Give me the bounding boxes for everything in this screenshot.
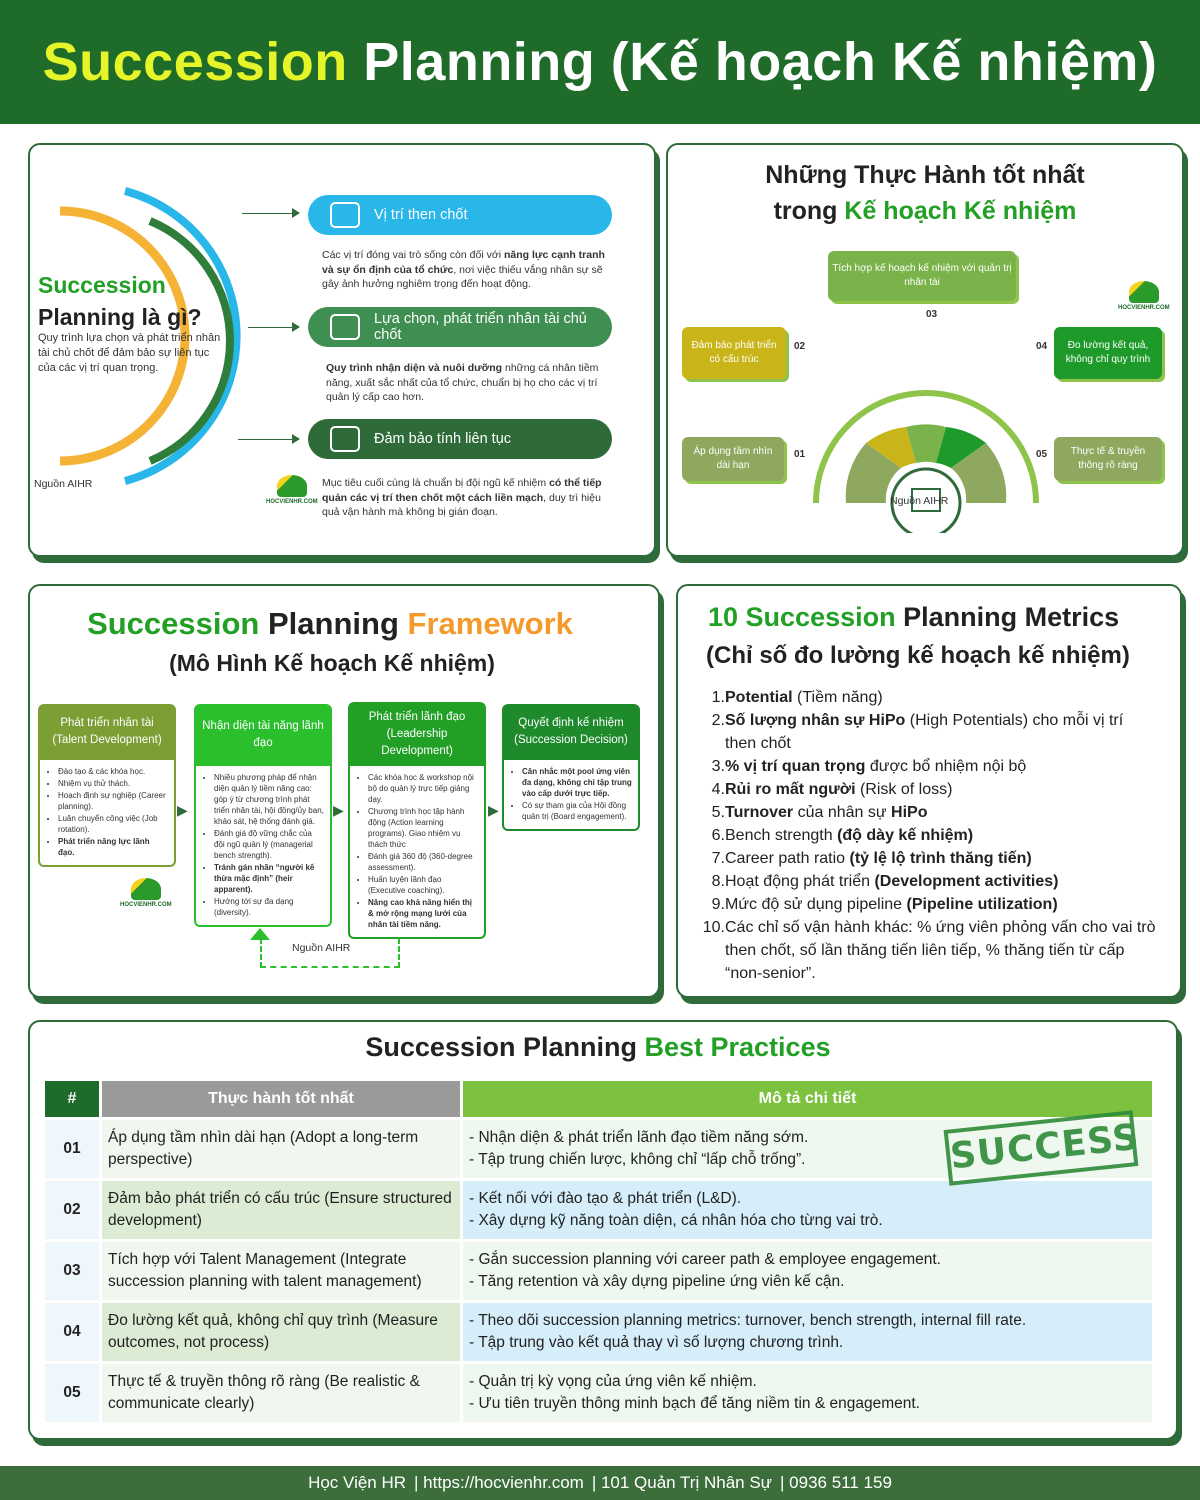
metric-item: 3. % vị trí quan trọng được bổ nhiệm nội bộ: [711, 758, 1027, 775]
column-header: Thực hành tốt nhất: [102, 1081, 460, 1117]
stage-succession-decision: Quyết định kế nhiệm (Succession Decision) • Cân nhắc một pool ứng viên đa dạng, không chỉ tập trung vào cấp dưới trực tiếp. • Có sự tham gia của Hội đồng quản trị (Board engagement).: [502, 704, 640, 831]
loop-arrow-icon: [250, 928, 270, 940]
what-is-heading: Succession Planning là gì?: [38, 272, 202, 330]
metric-item: 8. Hoạt động phát triển (Development activities): [711, 873, 1059, 890]
connector-arrow: [248, 327, 298, 328]
table-row: 03 Tích hợp với Talent Management (Integrate succession planning with talent management) - Gắn succession planning với career path & employee engagement. - Tăng retention và xây dựng pipeline ứng viên kế cận.: [45, 1242, 1152, 1300]
item-continuity: Đảm bảo tính liên tục: [308, 419, 612, 459]
panel-framework: [28, 584, 660, 998]
metric-item: 9. Mức độ sử dụng pipeline (Pipeline utilization): [711, 896, 1058, 913]
page-title: Succession Planning (Kế hoạch Kế nhiệm): [42, 32, 1158, 92]
practice-03: Tích hợp kế hoạch kế nhiệm với quản trị nhân tài: [828, 251, 1016, 301]
metric-item: 7. Career path ratio (tỷ lệ lộ trình thăng tiến): [711, 850, 1032, 867]
stage-arrow: ▶: [177, 802, 188, 818]
what-is-intro: Quy trình lựa chọn và phát triển nhân tài chủ chốt để đảm bảo sự liên tục của các vị trí quan trọng.: [38, 332, 221, 374]
metric-item: 2. Số lượng nhân sự HiPo (High Potentials) cho mỗi vị trí then chốt: [711, 712, 1124, 752]
practice-01: Áp dụng tầm nhìn dài hạn: [682, 437, 784, 481]
stage-arrow: ▶: [488, 802, 499, 818]
stage-identify-talent: Nhận diện tài năng lãnh đạo • Nhiều phương pháp để nhận diện quản lý tiềm năng cao: góp ý từ chương trình phát triển nhân tài, hội đồng/ủy ban, khảo sát, hệ thống đánh giá. • Đánh giá độ vững chắc của đội ngũ quản lý (managerial bench strength). • Tránh gán nhãn “người kế thừa mặc định” (heir apparent). • Hướng tới sự đa dạng (diversity).: [194, 704, 332, 927]
stage-talent-development: Phát triển nhân tài (Talent Development) • Đào tạo & các khóa học. • Nhiệm vụ thử thách. • Hoạch định sự nghiệp (Career planning). • Luân chuyển công việc (Job rotation). • Phát triển năng lực lãnh đạo.: [38, 704, 176, 867]
page-header: [0, 0, 1200, 124]
talent-growth-icon: [330, 314, 360, 340]
source-label: Nguồn AIHR: [34, 478, 93, 490]
stage-arrow: ▶: [333, 802, 344, 818]
logo-icon: [131, 878, 161, 900]
metric-item: 5. Turnover của nhân sự HiPo: [711, 804, 928, 821]
hocvienhr-logo: HOCVIENHR.COM: [266, 475, 318, 505]
item-select-develop: Lựa chọn, phát triển nhân tài chủ chốt: [308, 307, 612, 347]
website-link[interactable]: | https://hocvienhr.com: [414, 1473, 584, 1492]
table-row: 01 Áp dụng tầm nhìn dài hạn (Adopt a long-term perspective) - Nhận diện & phát triển lãnh đạo tiềm năng sớm. - Tập trung chiến lược, không chỉ “lấp chỗ trống”.: [45, 1120, 1152, 1178]
framework-title: Succession Planning Framework: [87, 606, 573, 641]
stage-leadership-development: Phát triển lãnh đạo (Leadership Development) • Các khóa học & workshop nội bộ do quản lý trực tiếp giảng dạy. • Chương trình học tập hành động (Action learning programs). Giao nhiệm vụ thách thức • Đánh giá 360 độ (360-degree assessment). • Huấn luyện lãnh đạo (Executive coaching). • Nâng cao khả năng hiển thị & mở rộng mạng lưới của nhân tài tiềm năng.: [348, 702, 486, 939]
item-key-positions: Vị trí then chốt: [308, 195, 612, 235]
team-chart-icon: [330, 426, 360, 452]
table-title: Succession Planning Best Practices: [365, 1032, 831, 1062]
page-footer: Học Viện HR | https://hocvienhr.com | 101 Quản Trị Nhân Sự | 0936 511 159: [0, 1466, 1200, 1500]
phone-number[interactable]: | 0936 511 159: [780, 1473, 892, 1492]
source-label: Nguồn AIHR: [292, 942, 351, 954]
practice-02: Đảm bảo phát triển có cấu trúc: [682, 327, 786, 379]
panel-what-is: [28, 143, 656, 557]
item-select-develop-desc: Quy trình nhận diện và nuôi dưỡng những cá nhân tiềm năng, xuất sắc nhất của tổ chức, chuẩn bị họ cho các vị trí quản lý cấp cao hơn.: [326, 362, 599, 403]
hocvienhr-logo: HOCVIENHR.COM: [120, 878, 172, 908]
logo-icon: [1129, 281, 1159, 303]
gear-settings-icon: [330, 202, 360, 228]
practice-05: Thực tế & truyền thông rõ ràng: [1054, 437, 1162, 481]
practice-04: Đo lường kết quả, không chỉ quy trình: [1054, 327, 1162, 379]
metrics-subtitle: (Chỉ số đo lường kế hoạch kế nhiệm): [706, 642, 1130, 669]
source-label: Nguồn AIHR: [890, 495, 949, 507]
wheel-title: Những Thực Hành tốt nhất trong Kế hoạch Kế nhiệm: [765, 161, 1085, 225]
table-row: 04 Đo lường kết quả, không chỉ quy trình (Measure outcomes, not process) - Theo dõi succession planning metrics: turnover, bench strength, internal fill rate. - Tập trung vào kết quả thay vì số lượng chương trình.: [45, 1303, 1152, 1361]
logo-icon: [277, 475, 307, 497]
metric-item: 6. Bench strength (độ dày kế nhiệm): [711, 827, 974, 844]
column-header: #: [45, 1081, 99, 1117]
connector-arrow: [238, 439, 298, 440]
table-row: 05 Thực tế & truyền thông rõ ràng (Be realistic & communicate clearly) - Quản trị kỳ vọng của ứng viên kế nhiệm. - Ưu tiên truyền thông minh bạch để tăng niềm tin & engagement.: [45, 1364, 1152, 1422]
framework-subtitle: (Mô Hình Kế hoạch Kế nhiệm): [169, 650, 495, 676]
column-header: Mô tả chi tiết: [463, 1081, 1152, 1117]
success-stamp: SUCCESS: [944, 1110, 1139, 1186]
item-key-positions-desc: Các vị trí đóng vai trò sống còn đối với năng lực cạnh tranh và sự ổn định của tổ chức, nơi việc thiếu vắng nhân sự sẽ gây ảnh hưởng nghiêm trọng đến hoạt động.: [322, 249, 605, 290]
connector-arrow: [242, 213, 298, 214]
metrics-list: [702, 686, 1158, 985]
panel-best-practices-wheel: Những Thực Hành tốt nhất trong Kế hoạch Kế nhiệm 01 Áp dụng tầm nhìn dài hạn 02 Đảm bảo phát triển có cấu trúc 03 Tích hợp kế hoạch kế nhiệm với quản trị nhân tài 04 Đo lường kết quả, không chỉ quy trình 05 Thực tế & truyền thông rõ ràng Nguồn AIHR HOCVIENHR.COM: [666, 143, 1184, 557]
item-continuity-desc: Mục tiêu cuối cùng là chuẩn bị đội ngũ kế nhiệm có thể tiếp quản các vị trí then chốt một cách liền mạch, duy trì hiệu quả vận hành mà không bị gián đoạn.: [322, 477, 602, 518]
metric-item: 1. Potential (Tiềm năng): [711, 689, 883, 706]
metrics-title: 10 Succession Planning Metrics: [708, 602, 1120, 632]
hocvienhr-logo: HOCVIENHR.COM: [1118, 281, 1170, 311]
table-row: 02 Đảm bảo phát triển có cấu trúc (Ensure structured development) - Kết nối với đào tạo & phát triển (L&D). - Xây dựng kỹ năng toàn diện, cá nhân hóa cho từng vai trò.: [45, 1181, 1152, 1239]
metric-item: 4. Rủi ro mất người (Risk of loss): [711, 781, 953, 798]
metric-item: 10. Các chỉ số vận hành khác: % ứng viên phỏng vấn cho vai trò then chốt, số lần thăng tiến liên tiếp, % thăng tiến từ cấp “non-senior”.: [702, 919, 1156, 982]
